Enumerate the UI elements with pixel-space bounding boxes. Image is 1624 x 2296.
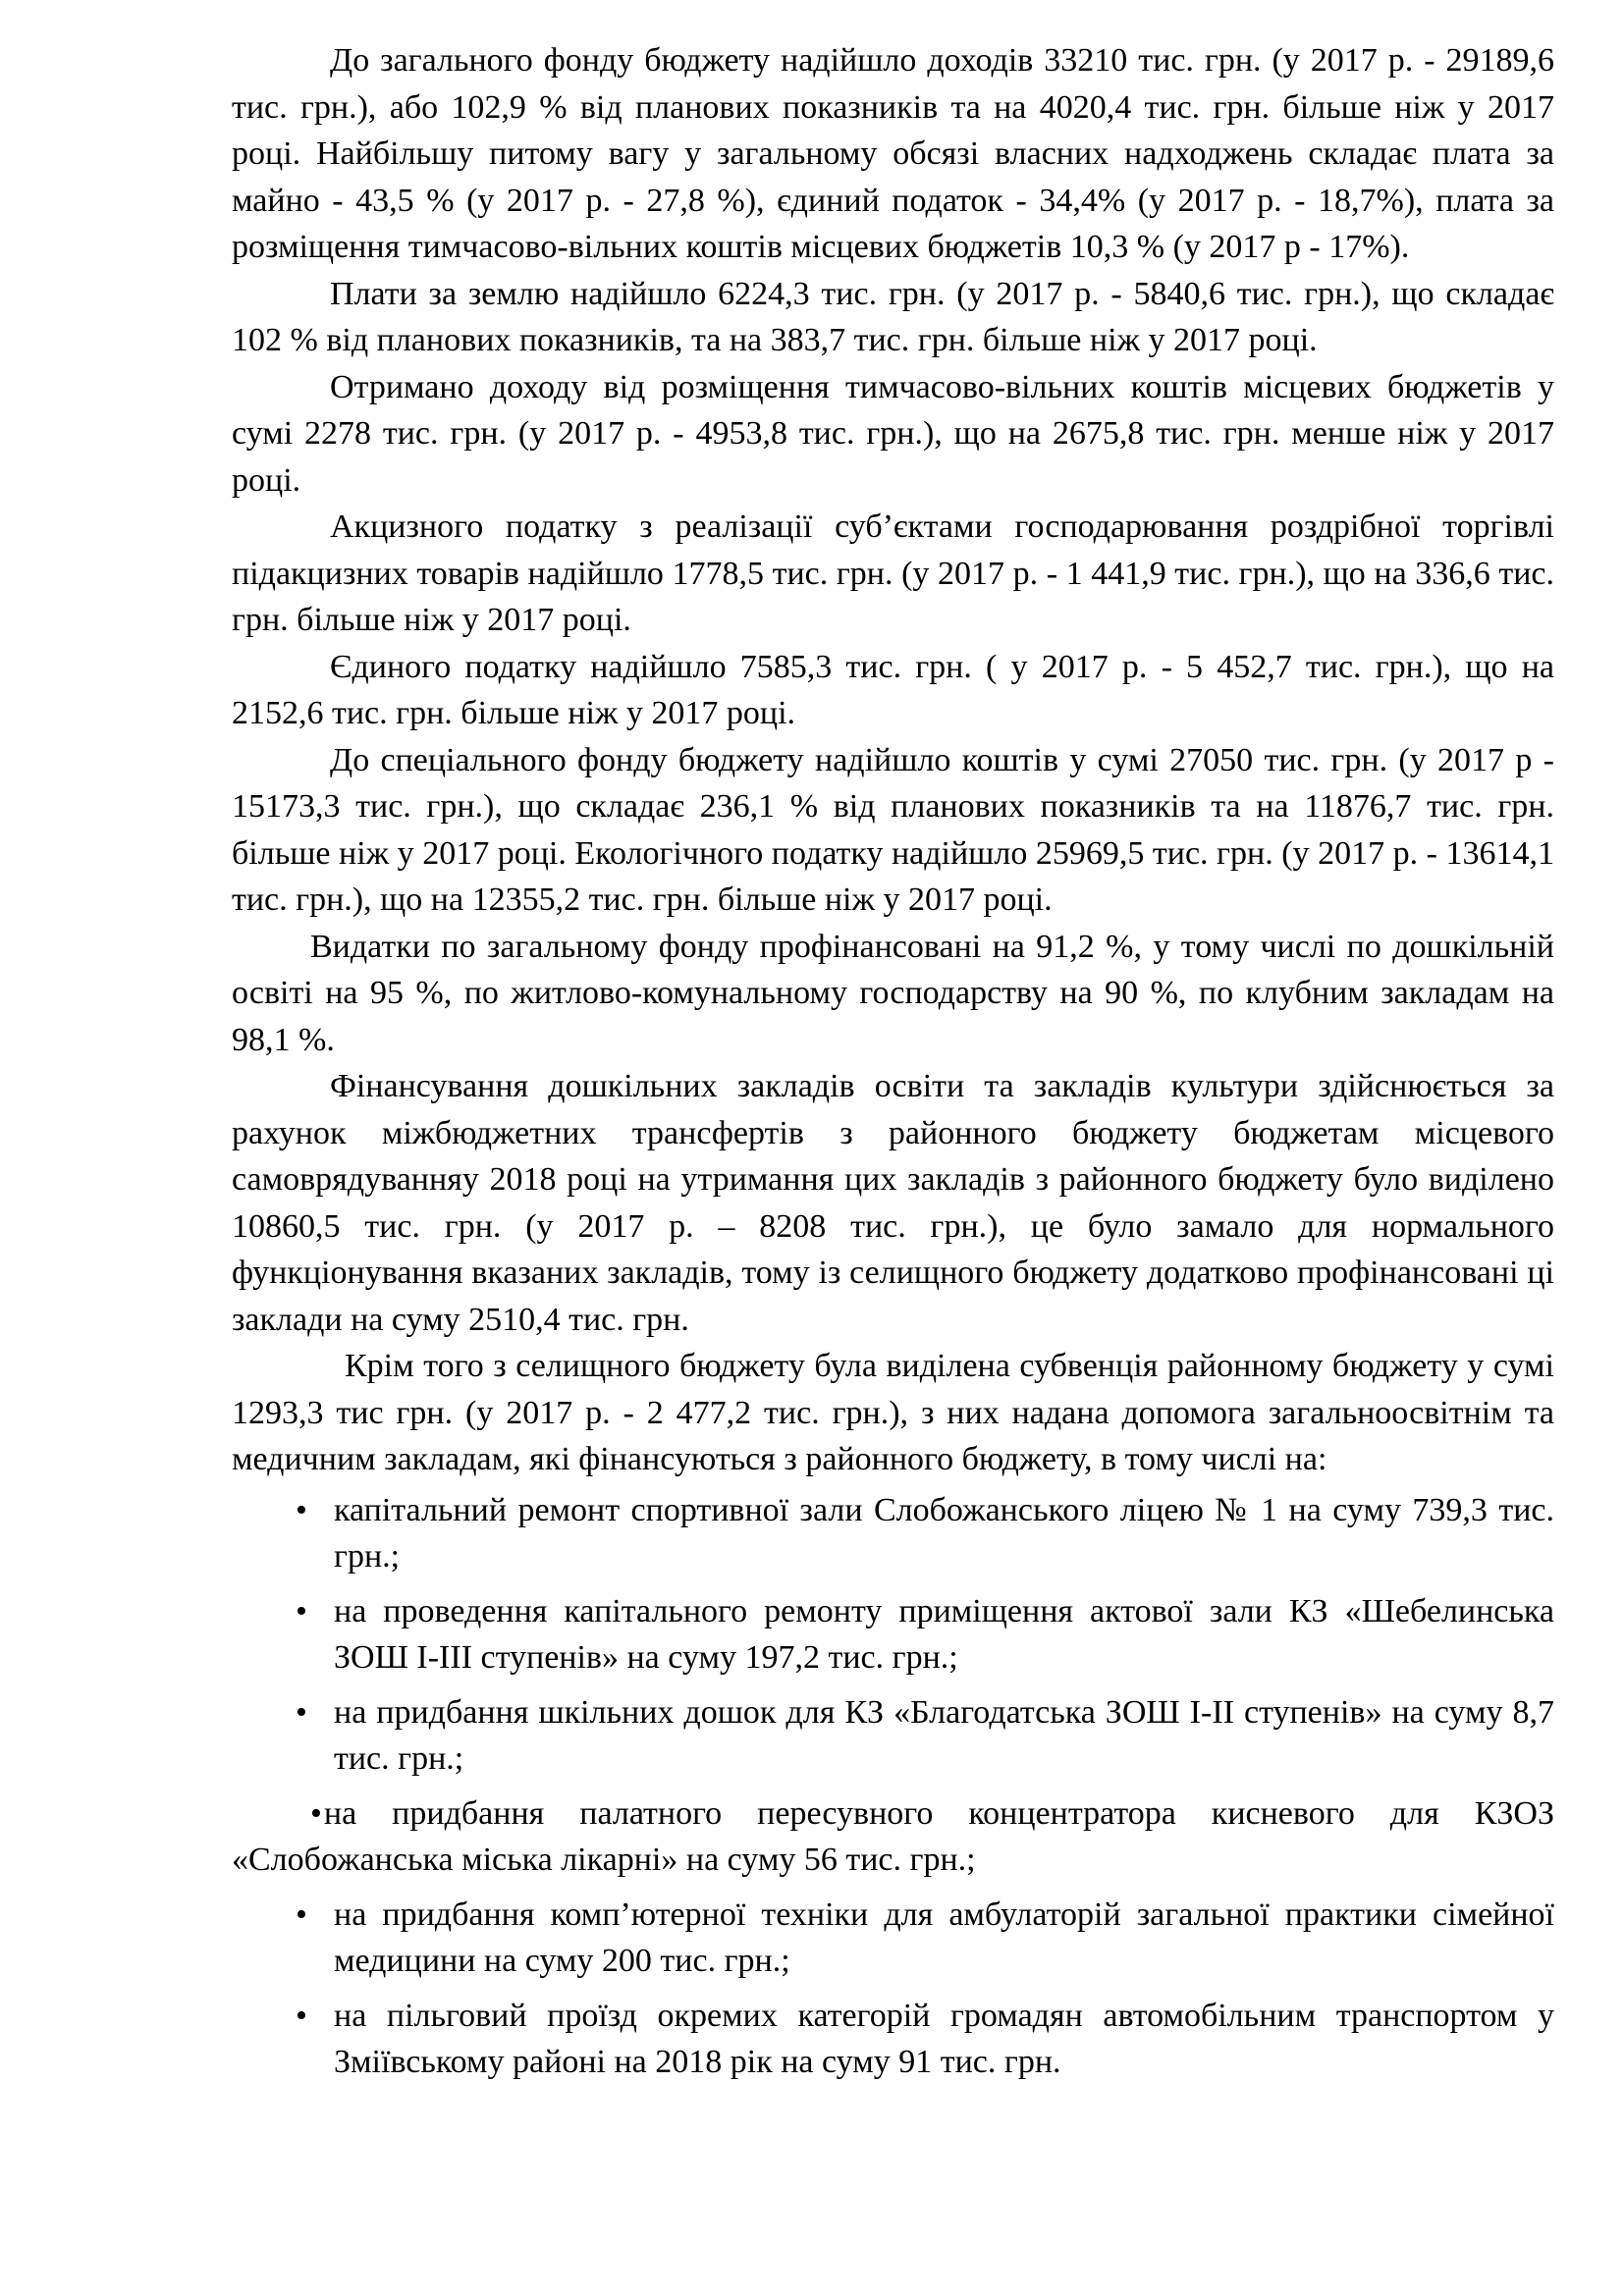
- paragraph-land-fee: Плати за землю надійшло 6224,3 тис. грн. (у 2017 р. - 5840,6 тис. грн.), що складає 102 % від планових показників, та на 383,7 тис. грн. більше ніж у 2017 році.: [232, 275, 1554, 358]
- paragraph-excise-tax: Акцизного податку з реалізації суб’єктами господарювання роздрібної торгівлі підакцизних товарів надійшло 1778,5 тис. грн. (у 2017 р. - 1 441,9 тис. грн.), що на 336,6 тис. грн. більше ніж у 2017 році.: [232, 508, 1554, 638]
- list-item-text: на придбання шкільних дошок для КЗ «Благодатська ЗОШ І-ІІ ступенів» на суму 8,7 тис. грн.;: [334, 1693, 1554, 1777]
- list-item: [232, 1487, 1554, 1580]
- list-item: [232, 1790, 1554, 1884]
- list-item: [232, 1689, 1554, 1783]
- list-item-text: капітальний ремонт спортивної зали Слобожанського ліцею № 1 на суму 739,3 тис. грн.;: [334, 1491, 1554, 1575]
- paragraph-deposit-income: Отримано доходу від розміщення тимчасово-вільних коштів місцевих бюджетів у сумі 2278 тис. грн. (у 2017 р. - 4953,8 тис. грн.), що на 2675,8 тис. грн. менше ніж у 2017 році.: [232, 368, 1554, 499]
- bullet-icon: •: [296, 1491, 307, 1528]
- paragraph-single-tax: Єдиного податку надійшло 7585,3 тис. грн. ( у 2017 р. - 5 452,7 тис. грн.), що на 2152,6 тис. грн. більше ніж у 2017 році.: [232, 648, 1554, 731]
- subvention-list: [232, 1487, 1554, 2086]
- paragraph-special-fund: До спеціального фонду бюджету надійшло коштів у сумі 27050 тис. грн. (у 2017 р - 15173,3 тис. грн.), що складає 236,1 % від планових показників та на 11876,7 тис. грн. більше ніж у 2017 році. Екологічного податку надійшло 25969,5 тис. грн. (у 2017 р. - 13614,1 тис. грн.), що на 12355,2 тис. грн. більше ніж у 2017 році.: [232, 741, 1554, 918]
- list-item-text: на придбання комп’ютерної техніки для амбулаторій загальної практики сімейної медицини на суму 200 тис. грн.;: [334, 1896, 1554, 1979]
- bullet-icon: •: [296, 1997, 307, 2034]
- list-item-text: на пільговий проїзд окремих категорій громадян автомобільним транспортом у Зміївському районі на 2018 рік на суму 91 тис. грн.: [334, 1997, 1554, 2080]
- bullet-icon: •: [310, 1794, 322, 1832]
- paragraph-expenditures: Видатки по загальному фонду профінансовані на 91,2 %, у тому числі по дошкільній освіті на 95 %, по житлово-комунальному господарству на 90 %, по клубним закладам на 98,1 %.: [232, 928, 1554, 1058]
- document-page: [232, 37, 1554, 2094]
- list-item-text: на придбання палатного пересувного концентратора кисневого для КЗОЗ «Слобожанська міська лікарні» на суму 56 тис. грн.;: [232, 1794, 1554, 1878]
- list-item: [232, 1588, 1554, 1682]
- bullet-icon: •: [296, 1592, 307, 1629]
- list-item: [232, 1892, 1554, 1985]
- paragraph-education-financing: Фінансування дошкільних закладів освіти та закладів культури здійснюється за рахунок міжбюджетних трансфертів з районного бюджету бюджетам місцевого самоврядуванняу 2018 році на утримання цих закладів з районного бюджету було виділено 10860,5 тис. грн. (у 2017 р. – 8208 тис. грн.), це було замало для нормального функціонування вказаних закладів, тому із селищного бюджету додатково профінансовані ці заклади на суму 2510,4 тис. грн.: [232, 1068, 1554, 1338]
- list-item: [232, 1993, 1554, 2086]
- bullet-icon: •: [296, 1896, 307, 1933]
- paragraph-general-fund-revenue: До загального фонду бюджету надійшло доходів 33210 тис. грн. (у 2017 р. - 29189,6 тис. грн.), або 102,9 % від планових показників та на 4020,4 тис. грн. більше ніж у 2017 році. Найбільшу питому вагу у загальному обсязі власних надходжень складає плата за майно - 43,5 % (у 2017 р. - 27,8 %), єдиний податок - 34,4% (у 2017 р. - 18,7%), плата за розміщення тимчасово-вільних коштів місцевих бюджетів 10,3 % (у 2017 р - 17%).: [232, 42, 1554, 265]
- bullet-icon: •: [296, 1693, 307, 1731]
- paragraph-subvention: Крім того з селищного бюджету була виділена субвенція районному бюджету у сумі 1293,3 тис грн. (у 2017 р. - 2 477,2 тис. грн.), з них надана допомога загальноосвітнім та медичним закладам, які фінансуються з районного бюджету, в тому числі на:: [232, 1348, 1554, 1477]
- list-item-text: на проведення капітального ремонту приміщення актової зали КЗ «Шебелинська ЗОШ І-ІІІ ступенів» на суму 197,2 тис. грн.;: [334, 1592, 1554, 1676]
